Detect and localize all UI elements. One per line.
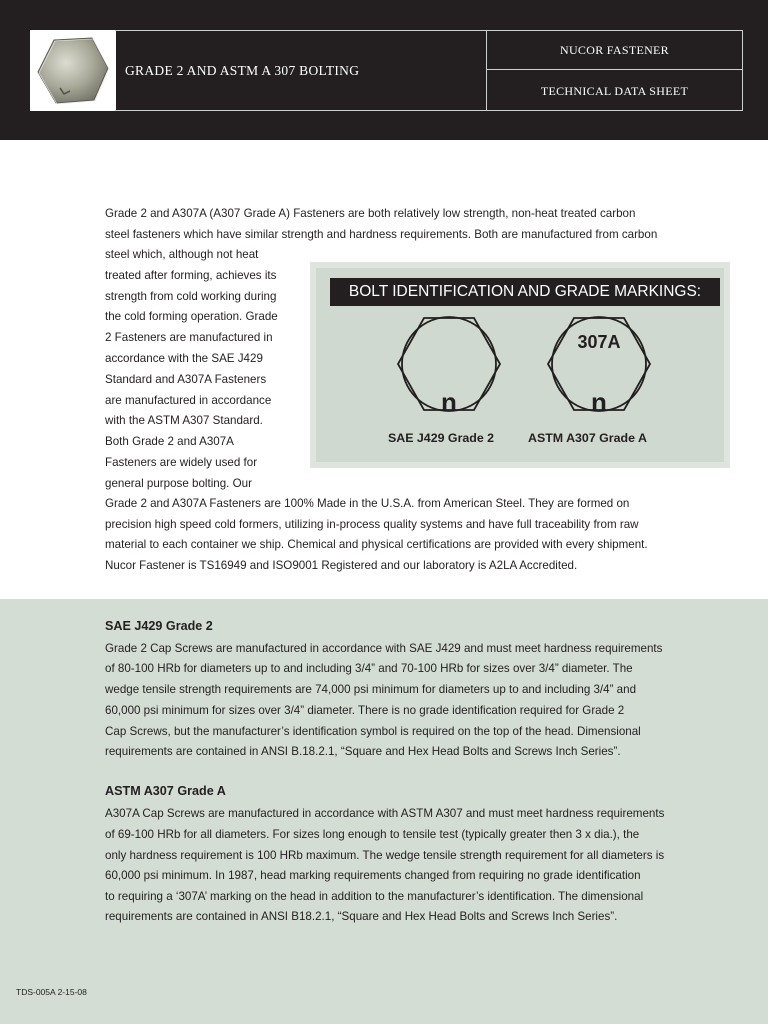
document-title: GRADE 2 AND ASTM A 307 BOLTING bbox=[125, 63, 360, 78]
section-line: to requiring a ‘307A’ marking on the head in addition to the manufacturer’s identification. The dimensional bbox=[105, 890, 644, 903]
intro-line: steel fasteners which have similar strength and hardness requirements. Both are manufactured from carbon bbox=[105, 228, 658, 241]
section-line: A307A Cap Screws are manufactured in accordance with ASTM A307 and must meet hardness requirements bbox=[105, 807, 665, 820]
intro-line: general purpose bolting. Our bbox=[105, 476, 252, 490]
a307-grade-mark: 307A bbox=[577, 332, 621, 352]
intro-line: Grade 2 and A307A (A307 Grade A) Fasteners are both relatively low strength, non-heat treated carbon bbox=[105, 207, 636, 220]
intro-line: Fasteners are widely used for bbox=[105, 455, 258, 469]
section-line: 60,000 psi minimum. In 1987, head marking requirements changed from requiring no grade identification bbox=[105, 869, 641, 882]
a307-grade-a-label: ASTM A307 Grade A bbox=[528, 431, 647, 445]
section-line: requirements are contained in ANSI B.18.2.1, “Square and Hex Head Bolts and Screws Inch Series”. bbox=[105, 745, 621, 758]
section-line: Grade 2 Cap Screws are manufactured in accordance with SAE J429 and must meet hardness requirements bbox=[105, 642, 663, 655]
header-band bbox=[0, 0, 768, 140]
intro-line: strength from cold working during bbox=[105, 289, 277, 303]
intro-line: material to each container we ship. Chemical and physical certifications are provided with every shipment. bbox=[105, 538, 648, 551]
document-code: TDS-005A 2-15-08 bbox=[16, 987, 87, 997]
sae-grade2-hex-head bbox=[398, 317, 500, 416]
section-line: requirements are contained in ANSI B18.2.1, “Square and Hex Head Bolts and Screws Inch Series”. bbox=[105, 910, 618, 923]
bolt-head-diagrams bbox=[316, 312, 724, 416]
intro-line: Both Grade 2 and A307A bbox=[105, 435, 234, 449]
sae-manufacturer-mark: n bbox=[441, 387, 457, 416]
astm-a307-hex-head bbox=[548, 317, 650, 416]
meta-box bbox=[486, 30, 743, 111]
section-line: of 80-100 HRb for diameters up to and including 3/4” and 70-100 HRb for sizes over 3/4” diameter. The bbox=[105, 662, 633, 675]
document-type: TECHNICAL DATA SHEET bbox=[540, 84, 689, 98]
intro-narrow-column bbox=[105, 245, 305, 495]
intro-line: 2 Fasteners are manufactured in bbox=[105, 331, 273, 345]
intro-line: Standard and A307A Fasteners bbox=[105, 372, 267, 386]
intro-line: Nucor Fastener is TS16949 and ISO9001 Registered and our laboratory is A2LA Accredited. bbox=[105, 559, 578, 572]
intro-line: precision high speed cold formers, utilizing in-process quality systems and have full traceability from raw bbox=[105, 518, 639, 531]
intro-line: the cold forming operation. Grade bbox=[105, 310, 278, 324]
figure-title: BOLT IDENTIFICATION AND GRADE MARKINGS: bbox=[330, 278, 720, 306]
section-line: wedge tensile strength requirements are 74,000 psi minimum for diameters up to and including 3/4” and bbox=[105, 683, 637, 696]
title-box bbox=[115, 30, 487, 111]
section-line: of 69-100 HRb for all diameters. For sizes long enough to tensile test (typically greater then 3 x dia.), the bbox=[105, 828, 640, 841]
a307-manufacturer-mark: n bbox=[591, 387, 607, 416]
intro-line: Grade 2 and A307A Fasteners are 100% Made in the U.S.A. from American Steel. They are formed on bbox=[105, 497, 630, 510]
sae-grade2-label: SAE J429 Grade 2 bbox=[388, 431, 495, 445]
intro-line: treated after forming, achieves its bbox=[105, 268, 277, 282]
section-heading-sae-j429: SAE J429 Grade 2 bbox=[105, 619, 213, 633]
intro-line: are manufactured in accordance bbox=[105, 393, 272, 407]
section-line: only hardness requirement is 100 HRb maximum. The wedge tensile strength requirement for all diameters is bbox=[105, 849, 665, 862]
section-heading-astm-a307: ASTM A307 Grade A bbox=[105, 784, 226, 798]
bolt-identification-figure bbox=[310, 262, 730, 468]
bolt-head-image bbox=[30, 30, 116, 111]
section-line: 60,000 psi minimum for sizes over 3/4” diameter. There is no grade identification required for Grade 2 bbox=[105, 704, 625, 717]
section-line: Cap Screws, but the manufacturer’s identification symbol is required on the top of the head. Dimensional bbox=[105, 725, 641, 738]
bolt-photo bbox=[30, 30, 116, 111]
intro-line: with the ASTM A307 Standard. bbox=[105, 414, 263, 428]
intro-line: steel which, although not heat bbox=[105, 248, 259, 261]
intro-line: accordance with the SAE J429 bbox=[105, 351, 263, 365]
company-name: NUCOR FASTENER bbox=[487, 31, 742, 70]
